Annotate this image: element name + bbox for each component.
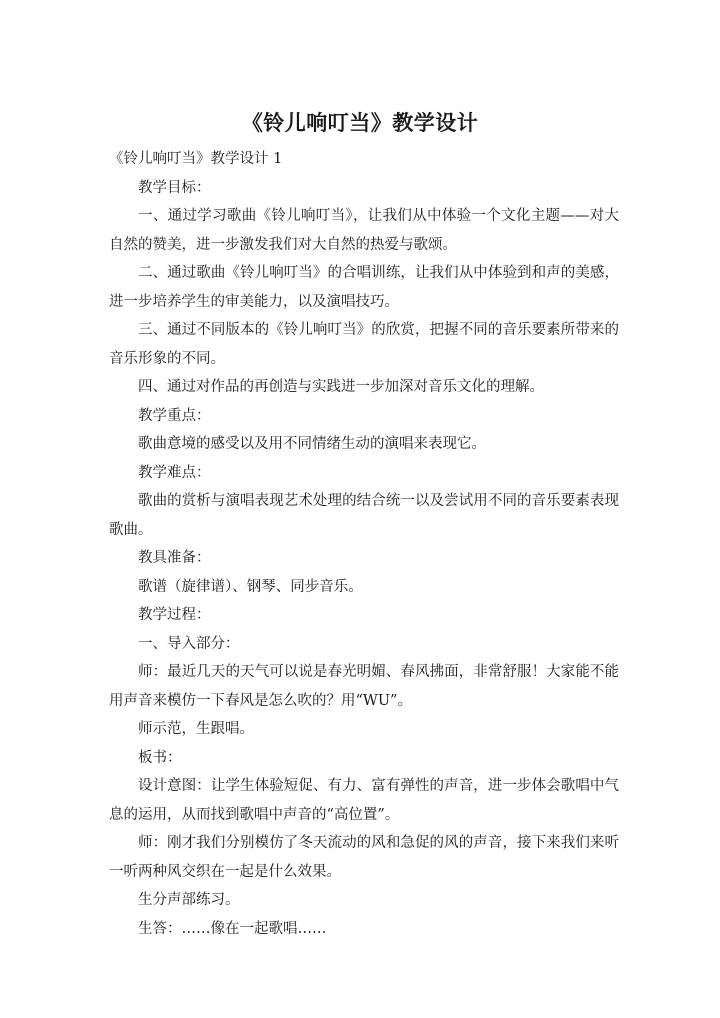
paragraph: 设计意图：让学生体验短促、有力、富有弹性的声音，进一步体会歌唱中气息的运用，从而找到歌唱中声音的“高位置”。 <box>109 778 619 823</box>
paragraph: 师：刚才我们分别模仿了冬天流动的风和急促的风的声音，接下来我们来听一听两种风交织在一起是什么效果。 <box>109 835 619 880</box>
paragraph: 一、导入部分： <box>138 635 240 652</box>
paragraph: 歌谱（旋律谱）、钢琴、同步音乐。 <box>138 578 363 595</box>
document-title: 《铃儿响叮当》教学设计 <box>241 111 479 135</box>
paragraph: 师示范，生跟唱。 <box>138 721 254 737</box>
paragraph: 教具准备： <box>138 550 211 566</box>
paragraph: 生答：……像在一起歌唱…… <box>138 920 327 937</box>
paragraph: 三、通过不同版本的《铃儿响叮当》的欣赏，把握不同的音乐要素所带来的音乐形象的不同。 <box>109 322 619 367</box>
paragraph: 板书： <box>138 749 182 766</box>
paragraph: 四、通过对作品的再创造与实践进一步加深对音乐文化的理解。 <box>138 379 544 395</box>
paragraph: 教学目标： <box>138 179 211 196</box>
paragraph: 一、通过学习歌曲《铃儿响叮当》，让我们从中体验一个文化主题——对大自然的赞美，进一步激发我们对大自然的热爱与歌颂。 <box>109 208 619 253</box>
document-body <box>109 145 619 943</box>
paragraph: 歌曲意境的感受以及用不同情绪生动的演唱来表现它。 <box>138 436 486 452</box>
paragraph: 教学难点： <box>138 464 211 481</box>
paragraph: 教学重点： <box>138 407 211 424</box>
subtitle-paragraph: 《铃儿响叮当》教学设计 1 <box>109 151 283 167</box>
paragraph: 教学过程： <box>138 607 211 623</box>
paragraph: 歌曲的赏析与演唱表现艺术处理的结合统一以及尝试用不同的音乐要素表现歌曲。 <box>109 493 619 538</box>
paragraph: 二、通过歌曲《铃儿响叮当》的合唱训练，让我们从中体验到和声的美感，进一步培养学生的审美能力，以及演唱技巧。 <box>109 265 619 310</box>
paragraph: 师：最近几天的天气可以说是春光明媚、春风拂面，非常舒服！大家能不能用声音来模仿一下春风是怎么吹的？用“WU”。 <box>109 664 619 709</box>
paragraph: 生分声部练习。 <box>138 892 240 908</box>
